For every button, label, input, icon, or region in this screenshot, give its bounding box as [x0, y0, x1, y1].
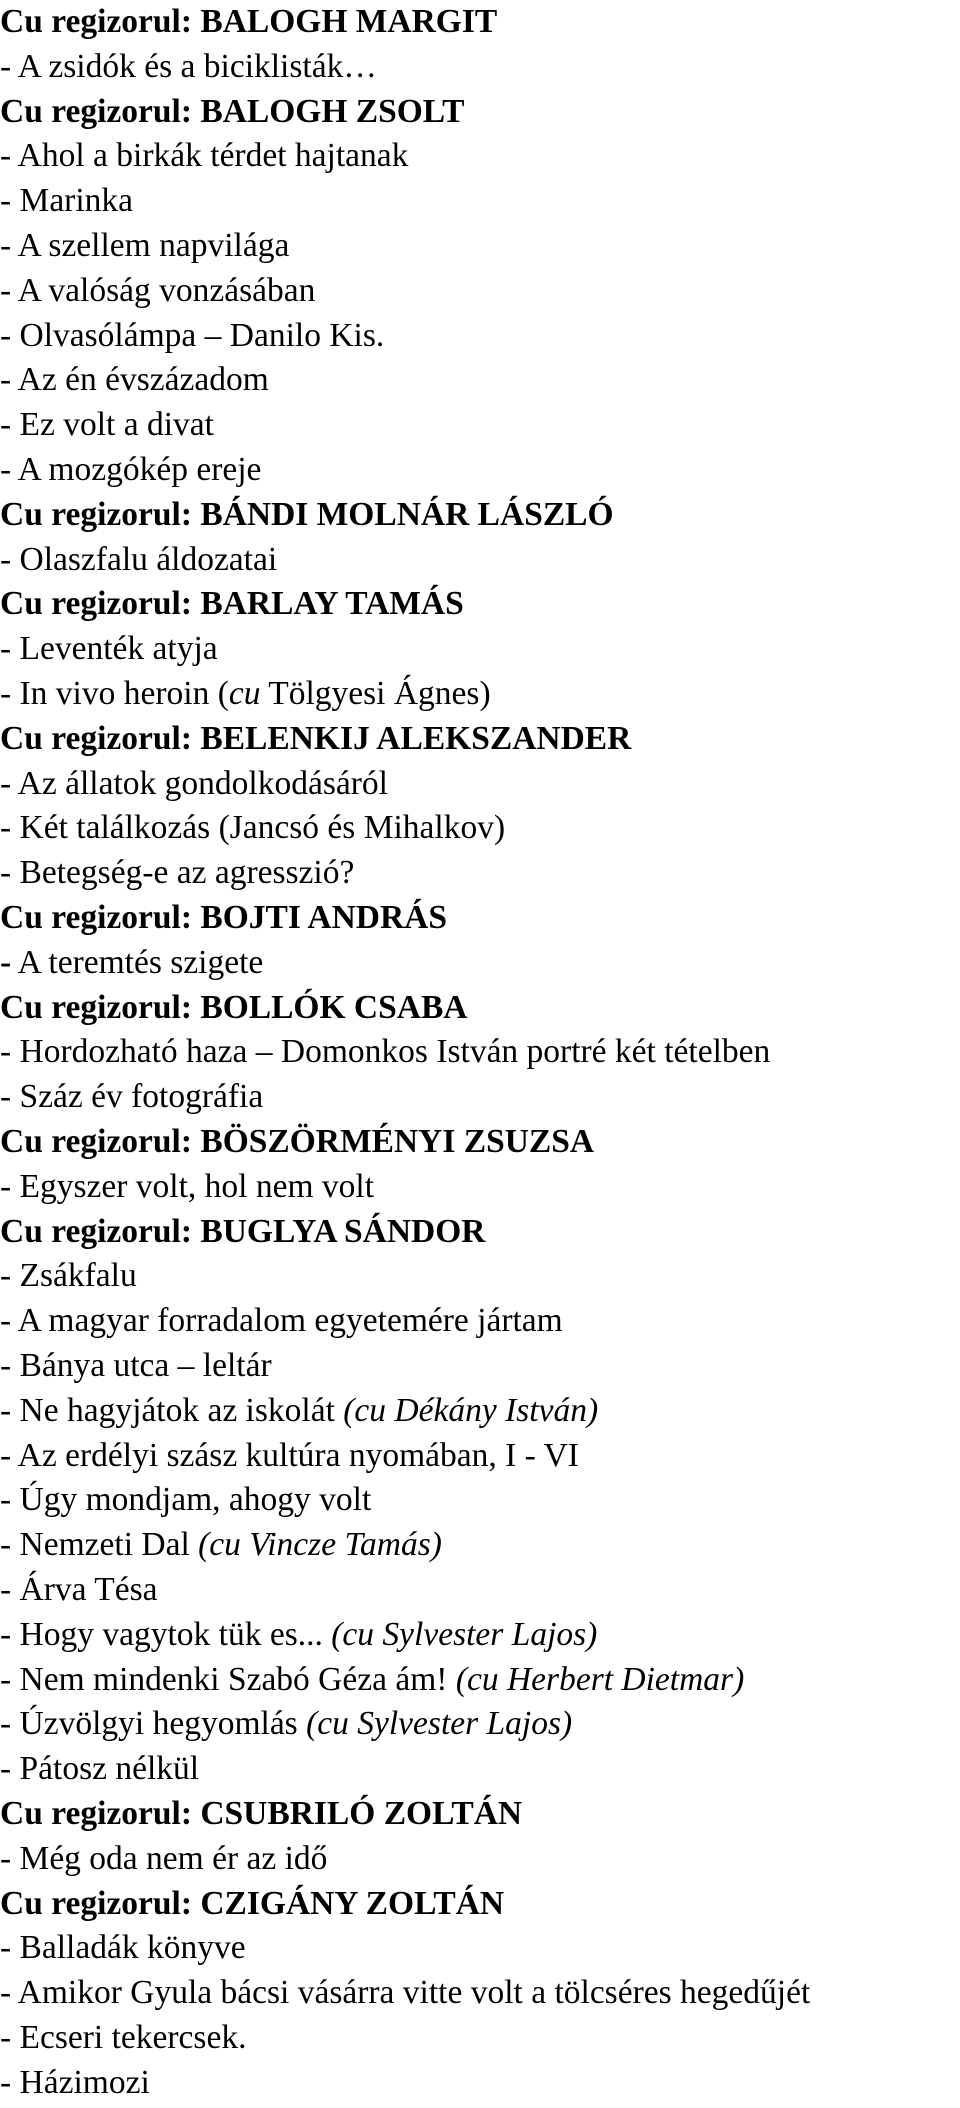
co-director-credit: (cu Sylvester Lajos) — [331, 1615, 598, 1653]
film-title-item — [0, 627, 218, 671]
film-title-item — [0, 1523, 442, 1567]
director-name: Cu regizorul: BARLAY TAMÁS — [0, 585, 464, 623]
film-title-item — [0, 941, 263, 985]
director-heading — [0, 493, 614, 537]
film-title: - Olaszfalu áldozatai — [0, 540, 278, 578]
film-title-item — [0, 448, 261, 492]
film-title-item — [0, 1926, 246, 1970]
director-heading — [0, 1882, 504, 1926]
director-name: Cu regizorul: BOLLÓK CSABA — [0, 988, 468, 1026]
film-title: - Egyszer volt, hol nem volt — [0, 1167, 375, 1205]
film-title: - Pátosz nélkül — [0, 1750, 200, 1788]
film-title: - Két találkozás (Jancsó és Mihalkov) — [0, 809, 506, 847]
director-heading — [0, 986, 467, 1030]
film-title: - Ne hagyjátok az iskolát — [0, 1391, 344, 1429]
film-title-item — [0, 1030, 770, 1074]
film-title-item — [0, 1165, 374, 1209]
film-title-item — [0, 851, 354, 895]
film-title-item — [0, 1389, 598, 1433]
director-name: Cu regizorul: BUGLYA SÁNDOR — [0, 1212, 486, 1250]
film-title-item — [0, 1613, 597, 1657]
film-title-item — [0, 1747, 199, 1791]
credit-name: Tölgyesi Ágnes) — [260, 675, 491, 712]
film-title-item — [0, 1568, 158, 1612]
director-heading — [0, 90, 464, 134]
film-title: - Leventék atyja — [0, 630, 218, 668]
film-title: - Bánya utca – leltár — [0, 1347, 272, 1384]
film-title-item — [0, 1075, 263, 1119]
director-heading — [0, 1792, 522, 1836]
list-dash: - — [0, 943, 12, 981]
film-title: - Árva Tésa — [0, 1571, 158, 1608]
film-title-item — [0, 358, 269, 402]
film-title: A teremtés szigete — [11, 943, 264, 981]
film-title: - Nemzeti Dal — [0, 1526, 199, 1564]
film-title-item — [0, 762, 388, 806]
film-title: - A zsidók és a biciklisták… — [0, 47, 377, 85]
film-title-item — [0, 269, 315, 313]
film-title-item — [0, 2016, 246, 2060]
film-title: - A valóság vonzásában — [0, 271, 316, 309]
film-title-item — [0, 1434, 579, 1478]
film-title-item — [0, 1478, 371, 1522]
film-title: - A magyar forradalom egyetemére jártam — [0, 1302, 563, 1340]
film-title-item — [0, 672, 491, 716]
film-title-item — [0, 1299, 563, 1343]
film-title: - Marinka — [0, 182, 134, 220]
director-heading — [0, 717, 631, 761]
film-title: - Az állatok gondolkodásáról — [0, 764, 388, 802]
director-name: Cu regizorul: BALOGH ZSOLT — [0, 92, 465, 130]
film-title: - Az erdélyi szász kultúra nyomában, I - VI — [0, 1436, 579, 1474]
film-title: - A mozgókép ereje — [0, 451, 262, 488]
director-name: Cu regizorul: CSUBRILÓ ZOLTÁN — [0, 1795, 523, 1832]
director-heading — [0, 896, 447, 940]
film-title-item — [0, 1971, 810, 2015]
film-title: - Úgy mondjam, ahogy volt — [0, 1481, 372, 1519]
film-title: - Amikor Gyula bácsi vásárra vitte volt a tölcséres hegedűjét — [0, 1974, 811, 2012]
film-title-item — [0, 538, 277, 582]
film-title: - In vivo heroin ( — [0, 675, 229, 712]
director-name: Cu regizorul: BALOGH MARGIT — [0, 3, 498, 40]
film-title: - Hordozható haza – Domonkos István portré két tételben — [0, 1033, 771, 1071]
film-title-item — [0, 403, 214, 447]
director-heading — [0, 1120, 594, 1164]
credit-prefix: cu — [228, 675, 261, 712]
film-title: - Zsákfalu — [0, 1257, 137, 1295]
film-title-item — [0, 1254, 137, 1298]
film-title: - Hogy vagytok tük es... — [0, 1615, 332, 1653]
film-title: - A szellem napvilága — [0, 227, 290, 264]
film-title-item — [0, 806, 505, 850]
film-title: - Betegség-e az agresszió? — [0, 854, 355, 892]
film-title: - Az én évszázadom — [0, 361, 269, 399]
film-title: - Olvasólámpa – Danilo Kis. — [0, 316, 385, 354]
film-title: - Ahol a birkák térdet hajtanak — [0, 137, 409, 175]
film-title-item — [0, 314, 384, 358]
director-heading — [0, 0, 497, 44]
co-director-credit: (cu Vincze Tamás) — [198, 1526, 442, 1564]
film-title-item — [0, 45, 377, 89]
film-title-item — [0, 1658, 744, 1702]
film-title: - Házimozi — [0, 2063, 150, 2101]
director-name: Cu regizorul: CZIGÁNY ZOLTÁN — [0, 1884, 505, 1922]
film-title: - Úzvölgyi hegyomlás — [0, 1705, 307, 1743]
film-title: - Száz év fotográfia — [0, 1078, 264, 1116]
film-title-item — [0, 2061, 150, 2105]
film-title-item — [0, 1344, 272, 1388]
film-title: - Ez volt a divat — [0, 406, 214, 444]
film-title: - Balladák könyve — [0, 1929, 246, 1967]
film-title: - Ecseri tekercsek. — [0, 2019, 247, 2056]
co-director-credit: (cu Sylvester Lajos) — [306, 1705, 573, 1743]
film-title-item — [0, 224, 289, 268]
director-heading — [0, 1210, 486, 1254]
film-title: - Nem mindenki Szabó Géza ám! — [0, 1660, 456, 1698]
film-title-item — [0, 1837, 327, 1881]
film-title-item — [0, 179, 133, 223]
co-director-credit: (cu Herbert Dietmar) — [455, 1660, 745, 1698]
director-name: Cu regizorul: BÖSZÖRMÉNYI ZSUZSA — [0, 1123, 595, 1160]
film-title: - Még oda nem ér az idő — [0, 1839, 328, 1877]
director-heading — [0, 582, 464, 626]
director-name: Cu regizorul: BOJTI ANDRÁS — [0, 899, 447, 936]
director-name: Cu regizorul: BÁNDI MOLNÁR LÁSZLÓ — [0, 495, 614, 533]
co-director-credit: (cu Dékány István) — [343, 1391, 599, 1429]
film-title-item — [0, 1702, 572, 1746]
director-name: Cu regizorul: BELENKIJ ALEKSZANDER — [0, 719, 632, 757]
film-title-item — [0, 134, 408, 178]
